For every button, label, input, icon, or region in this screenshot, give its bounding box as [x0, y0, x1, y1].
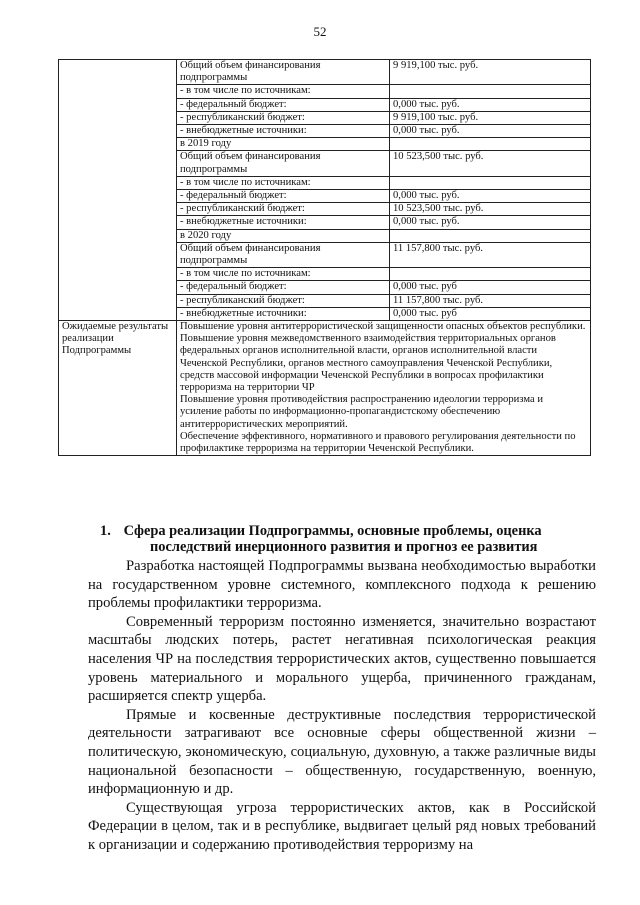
financing-value — [390, 268, 591, 281]
financing-value — [390, 229, 591, 242]
financing-value — [390, 85, 591, 98]
financing-label: - в том числе по источникам: — [177, 85, 390, 98]
financing-value: 10 523,500 тыс. руб. — [390, 203, 591, 216]
page-number: 52 — [313, 24, 327, 39]
financing-value: 9 919,100 тыс. руб. — [390, 111, 591, 124]
financing-label: - федеральный бюджет: — [177, 98, 390, 111]
financing-label: - внебюджетные источники: — [177, 125, 390, 138]
financing-label: - республиканский бюджет: — [177, 294, 390, 307]
financing-value: 0,000 тыс. руб. — [390, 216, 591, 229]
financing-label: - внебюджетные источники: — [177, 216, 390, 229]
results-row — [59, 321, 591, 456]
financing-value: 9 919,100 тыс. руб. — [390, 60, 591, 85]
financing-value: 11 157,800 тыс. руб. — [390, 242, 591, 267]
financing-value: 0,000 тыс. руб. — [390, 190, 591, 203]
financing-value: 10 523,500 тыс. руб. — [390, 151, 591, 176]
section-number: 1. — [100, 523, 111, 539]
financing-value: 0,000 тыс. руб. — [390, 98, 591, 111]
financing-left-cell — [59, 60, 177, 321]
results-list — [177, 321, 591, 456]
section-heading — [100, 523, 600, 555]
results-item: Повышение уровня противодействия распространению идеологии терроризма и усиление работы по информационно-пропагандистскому обеспечению антитеррористических мероприятий. — [180, 394, 543, 430]
financing-label: - федеральный бюджет: — [177, 281, 390, 294]
financing-label: - республиканский бюджет: — [177, 111, 390, 124]
financing-value: 0,000 тыс. руб — [390, 281, 591, 294]
financing-label: Общий объем финансирования подпрограммы — [177, 151, 390, 176]
financing-label: - внебюджетные источники: — [177, 307, 390, 320]
body-paragraph: Современный терроризм постоянно изменяется, значительно возрастают масштабы людских потерь, растет негативная психологическая реакция населения ЧР на последствия террористических актов, существенно повышается уровень материального и морального ущерба, причиненного гражданам, расширяется спектр ущерба. — [88, 613, 596, 705]
financing-label: в 2020 году — [177, 229, 390, 242]
financing-table-body — [59, 60, 591, 456]
financing-value — [390, 138, 591, 151]
body-paragraph: Существующая угроза террористических актов, как в Российской Федерации в целом, так и в республике, выдвигает целый ряд новых требований к организации и содержанию противодействия терроризму на — [88, 799, 596, 853]
body-paragraph: Разработка настоящей Подпрограммы вызвана необходимостью выработки на государственном уровне системного, комплексного подхода к решению проблемы профилактики терроризма. — [88, 558, 596, 612]
results-label: Ожидаемые результаты реализации Подпрограммы — [59, 321, 177, 456]
financing-label: Общий объем финансирования подпрограммы — [177, 242, 390, 267]
financing-value: 0,000 тыс. руб. — [390, 125, 591, 138]
body-paragraph: Прямые и косвенные деструктивные последствия террористической деятельности затрагивают все основные сферы общественной жизни – политическую, экономическую, социальную, духовную, а также различные виды национальной безопасности – общественную, государственную, военную, информационную и др. — [88, 706, 596, 798]
financing-label: - в том числе по источникам: — [177, 176, 390, 189]
financing-table — [58, 59, 591, 456]
financing-value — [390, 176, 591, 189]
results-item: Повышение уровня межведомственного взаимодействия территориальных органов федеральных органов исполнительной власти, органов исполнительной власти Чеченской Республики, органов местного самоуправления Чеченской Республики, средств массовой информации Чеченской Республики в вопросах профилактики терроризма на территории ЧР — [180, 333, 556, 394]
financing-label: Общий объем финансирования подпрограммы — [177, 60, 390, 85]
body-text — [88, 557, 596, 855]
section-title-line1: Сфера реализации Подпрограммы, основные проблемы, оценка — [123, 523, 542, 539]
financing-label: - федеральный бюджет: — [177, 190, 390, 203]
results-item: Обеспечение эффективного, нормативного и правового регулирования деятельности по профилактике терроризма на территории Чеченской Республики. — [180, 430, 576, 455]
section-title-line2: последствий инерционного развития и прогноз ее развития — [150, 539, 538, 555]
financing-label: - республиканский бюджет: — [177, 203, 390, 216]
financing-value: 0,000 тыс. руб — [390, 307, 591, 320]
financing-label: - в том числе по источникам: — [177, 268, 390, 281]
financing-value: 11 157,800 тыс. руб. — [390, 294, 591, 307]
financing-label: в 2019 году — [177, 138, 390, 151]
results-item: Повышение уровня антитеррористической защищенности опасных объектов республики. — [180, 321, 586, 333]
financing-row — [59, 60, 591, 85]
